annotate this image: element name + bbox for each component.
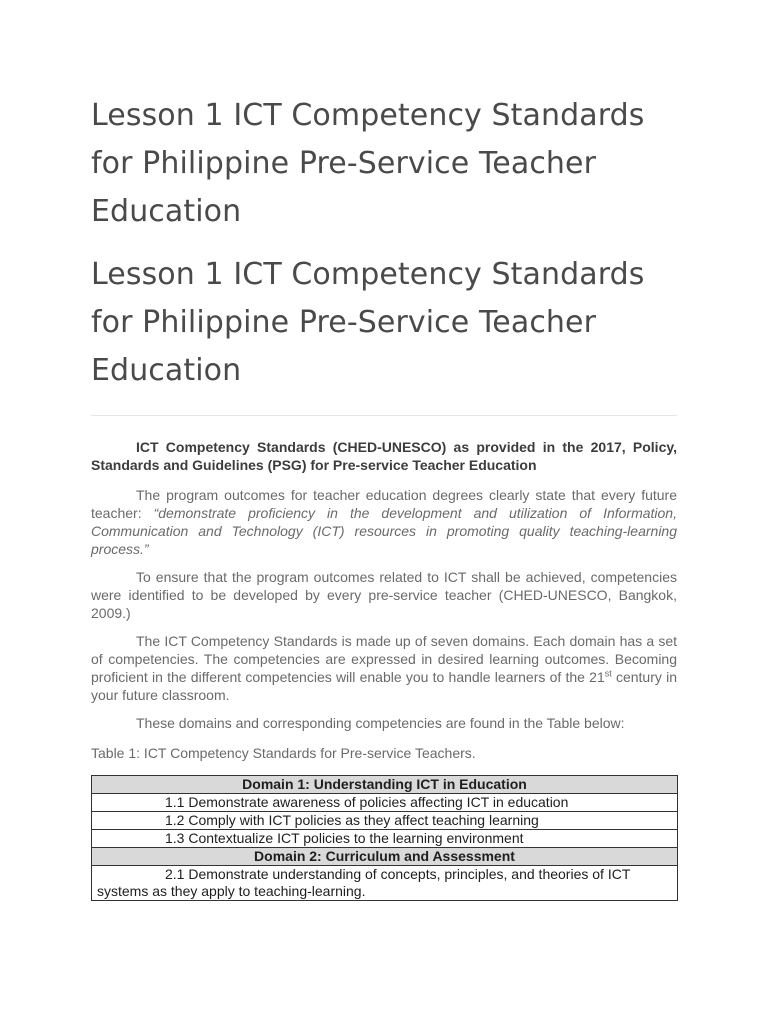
competency-table — [91, 775, 678, 901]
domain-header: Domain 1: Understanding ICT in Education — [92, 776, 678, 794]
paragraph-competencies: To ensure that the program outcomes related to ICT shall be achieved, competencies were identified to be developed by every pre-service teacher (CHED-UNESCO, Bangkok, 2009.) — [91, 569, 677, 621]
competency-item: 1.3 Contextualize ICT policies to the learning environment — [92, 830, 678, 848]
paragraph-domains — [91, 632, 677, 704]
competency-item: 1.1 Demonstrate awareness of policies affecting ICT in education — [92, 794, 678, 812]
intro-heading: ICT Competency Standards (CHED-UNESCO) as provided in the 2017, Policy, Standards and Guidelines (PSG) for Pre-service Teacher Education — [91, 439, 677, 473]
document-body — [91, 438, 677, 732]
competency-item: 2.1 Demonstrate understanding of concepts, principles, and theories of ICT systems as they apply to teaching-learning. — [92, 866, 678, 901]
paragraph-lead-text: The program outcomes for teacher education degrees clearly state that every future teacher: — [91, 487, 677, 521]
competency-item: 1.2 Comply with ICT policies as they affect teaching learning — [92, 812, 678, 830]
document-page — [91, 92, 677, 901]
table-row — [92, 812, 678, 830]
lesson-title: Lesson 1 ICT Competency Standards for Philippine Pre-Service Teacher Education — [91, 98, 645, 229]
superscript-st: st — [604, 668, 612, 679]
paragraph-domains-tail: century in your future classroom. — [91, 669, 677, 703]
quoted-outcome: “demonstrate proficiency in the development and utilization of Information, Communication and Technology (ICT) resources in promoting quality teaching-learning process.” — [91, 505, 677, 557]
table-row — [92, 848, 678, 866]
table-row — [92, 866, 678, 901]
table-caption: Table 1: ICT Competency Standards for Pre-service Teachers. — [91, 745, 476, 761]
table-row — [92, 830, 678, 848]
paragraph-program-outcomes — [91, 486, 677, 558]
domain-header: Domain 2: Curriculum and Assessment — [92, 848, 678, 866]
table-row — [92, 794, 678, 812]
paragraph-domains-text: The ICT Competency Standards is made up of seven domains. Each domain has a set of competencies. The competencies are expressed in desired learning outcomes. Becoming proficient in the different competencies will enable you to handle learners of the 21 — [91, 633, 677, 685]
section-divider — [91, 415, 677, 416]
paragraph-table-intro: These domains and corresponding competencies are found in the Table below: — [136, 715, 625, 731]
lesson-title-repeat: Lesson 1 ICT Competency Standards for Philippine Pre-Service Teacher Education — [91, 257, 645, 388]
table-row — [92, 776, 678, 794]
